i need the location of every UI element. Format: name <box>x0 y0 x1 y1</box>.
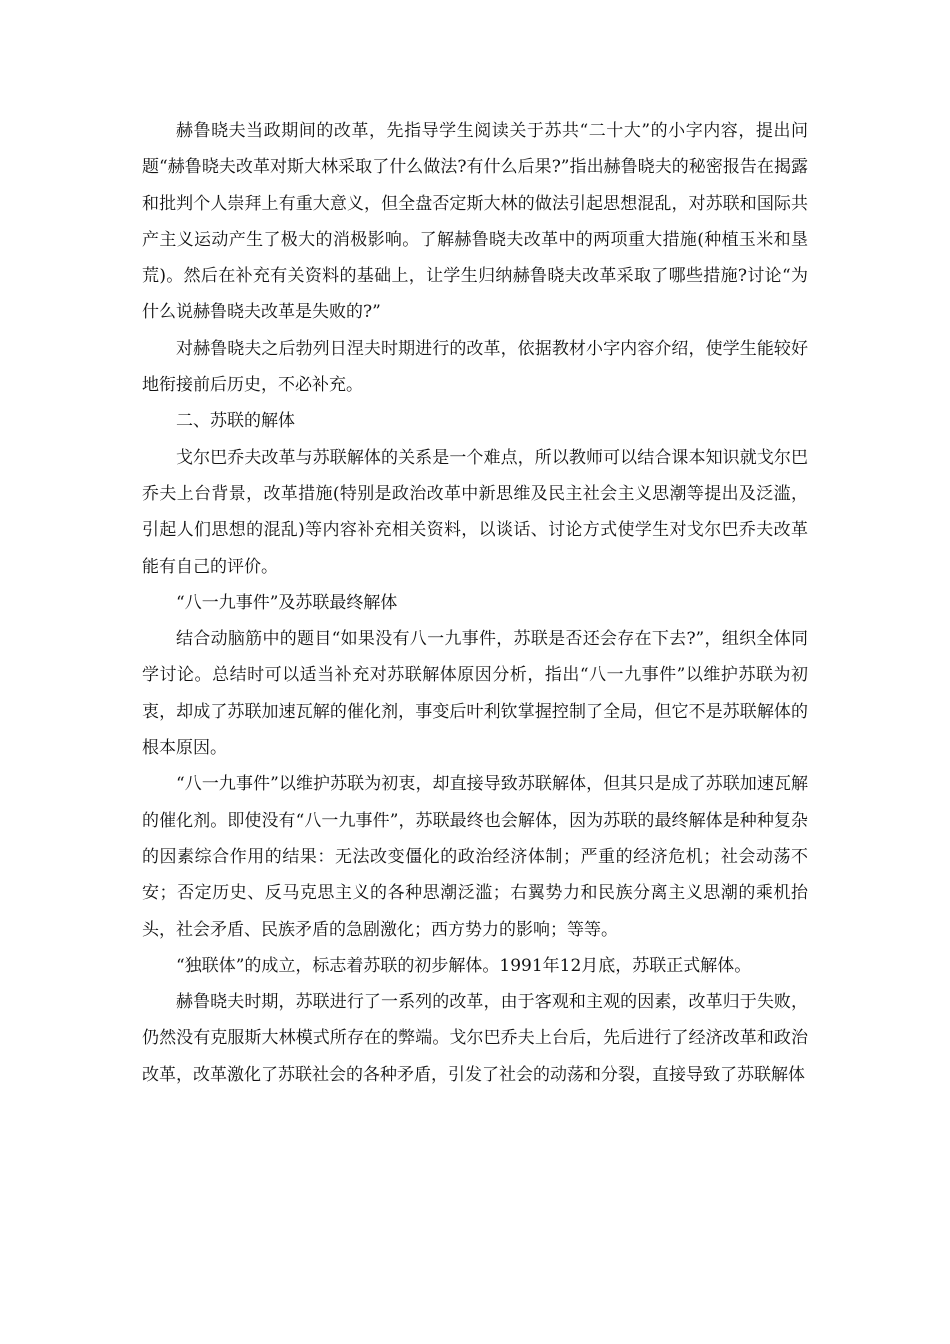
paragraph-coup-causes: “八一九事件”以维护苏联为初衷，却直接导致苏联解体，但其只是成了苏联加速瓦解的催化剂。即使没有“八一九事件”，苏联最终也会解体，因为苏联的最终解体是种种复杂的因素综合作用的结果：无法改变僵化的政治经济体制；严重的经济危机；社会动荡不安；否定历史、反马克思主义的各种思潮泛滥；右翼势力和民族分离主义思潮的乘机抬头，社会矛盾、民族矛盾的急剧激化；西方势力的影响；等等。 <box>142 774 808 940</box>
subheading-august-coup: “八一九事件”及苏联最终解体 <box>176 592 398 613</box>
paragraph-coup-discussion: 结合动脑筋中的题目“如果没有八一九事件，苏联是否还会存在下去?”，组织全体同学讨论。总结时可以适当补充对苏联解体原因分析，指出“八一九事件”以维护苏联为初衷，却成了苏联加速瓦解的催化剂，事变后叶利钦掌握控制了全局，但它不是苏联解体的根本原因。 <box>142 629 808 759</box>
paragraph-cis-founding: “独联体”的成立，标志着苏联的初步解体。1991年12月底，苏联正式解体。 <box>176 955 752 976</box>
section-heading-soviet-dissolution: 二、苏联的解体 <box>176 411 295 432</box>
paragraph-khrushchev-reform: 赫鲁晓夫当政期间的改革，先指导学生阅读关于苏共“二十大”的小字内容，提出问题“赫鲁晓夫改革对斯大林采取了什么做法?有什么后果?”指出赫鲁晓夫的秘密报告在揭露和批判个人崇拜上有重大意义，但全盘否定斯大林的做法引起思想混乱，对苏联和国际共产主义运动产生了极大的消极影响。了解赫鲁晓夫改革中的两项重大措施(种植玉米和垦荒)。然后在补充有关资料的基础上，让学生归纳赫鲁晓夫改革采取了哪些措施?讨论“为什么说赫鲁晓夫改革是失败的?” <box>142 121 808 323</box>
paragraph-brezhnev-reform: 对赫鲁晓夫之后勃列日涅夫时期进行的改革，依据教材小字内容介绍，使学生能较好地衔接前后历史，不必补充。 <box>142 338 808 396</box>
paragraph-gorbachev-reform: 戈尔巴乔夫改革与苏联解体的关系是一个难点，所以教师可以结合课本知识就戈尔巴乔夫上台背景，改革措施(特别是政治改革中新思维及民主社会主义思潮等提出及泛滥，引起人们思想的混乱)等内容补充相关资料，以谈话、讨论方式使学生对戈尔巴乔夫改革能有自己的评价。 <box>142 447 808 577</box>
paragraph-summary: 赫鲁晓夫时期，苏联进行了一系列的改革，由于客观和主观的因素，改革归于失败，仍然没有克服斯大林模式所存在的弊端。戈尔巴乔夫上台后，先后进行了经济改革和政治改革，改革激化了苏联社会的各种矛盾，引发了社会的动荡和分裂，直接导致了苏联解体 <box>142 992 808 1085</box>
document-body <box>142 113 808 1093</box>
